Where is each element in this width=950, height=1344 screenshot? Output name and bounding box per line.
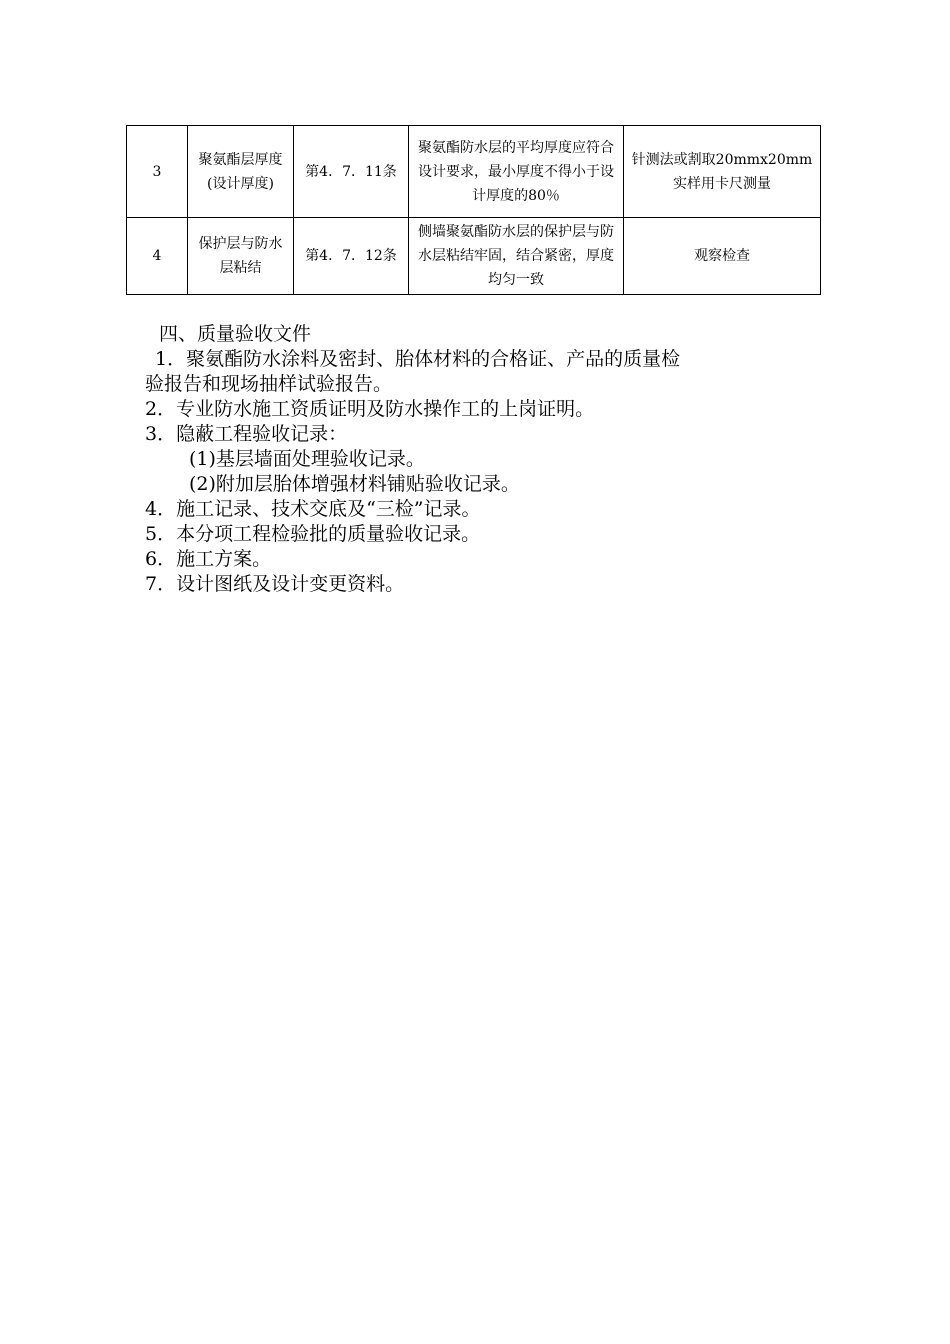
list-item: 2．专业防水施工资质证明及防水操作工的上岗证明。 [145, 398, 595, 420]
acceptance-documents-section [145, 322, 825, 597]
cell-item: 聚氨酯层厚度(设计厚度) [188, 126, 294, 218]
list-item: 1．聚氨酯防水涂料及密封、胎体材料的合格证、产品的质量检 [155, 348, 681, 370]
cell-number: 4 [127, 218, 188, 295]
list-item: 6．施工方案。 [145, 548, 272, 570]
sub-list-item: (2)附加层胎体增强材料铺贴验收记录。 [189, 473, 520, 495]
cell-number: 3 [127, 126, 188, 218]
sub-list-item: (1)基层墙面处理验收记录。 [189, 448, 425, 470]
list-item-continuation: 验报告和现场抽样试验报告。 [145, 373, 393, 395]
cell-method: 观察检查 [624, 218, 821, 295]
cell-item: 保护层与防水层粘结 [188, 218, 294, 295]
cell-clause: 第4．7．12条 [294, 218, 409, 295]
table-row [127, 126, 821, 218]
table-row [127, 218, 821, 295]
list-item: 7．设计图纸及设计变更资料。 [145, 573, 405, 595]
section-heading: 四、质量验收文件 [159, 323, 312, 345]
cell-requirement: 侧墙聚氨酯防水层的保护层与防水层粘结牢固，结合紧密，厚度均匀一致 [409, 218, 624, 295]
list-item: 3．隐蔽工程验收记录： [145, 423, 348, 445]
cell-method: 针测法或割取20mmx20mm实样用卡尺测量 [624, 126, 821, 218]
inspection-table [126, 125, 821, 295]
list-item: 5．本分项工程检验批的质量验收记录。 [145, 523, 481, 545]
cell-clause: 第4．7．11条 [294, 126, 409, 218]
cell-requirement: 聚氨酯防水层的平均厚度应符合设计要求，最小厚度不得小于设计厚度的80％ [409, 126, 624, 218]
list-item: 4．施工记录、技术交底及“三检”记录。 [145, 498, 481, 520]
